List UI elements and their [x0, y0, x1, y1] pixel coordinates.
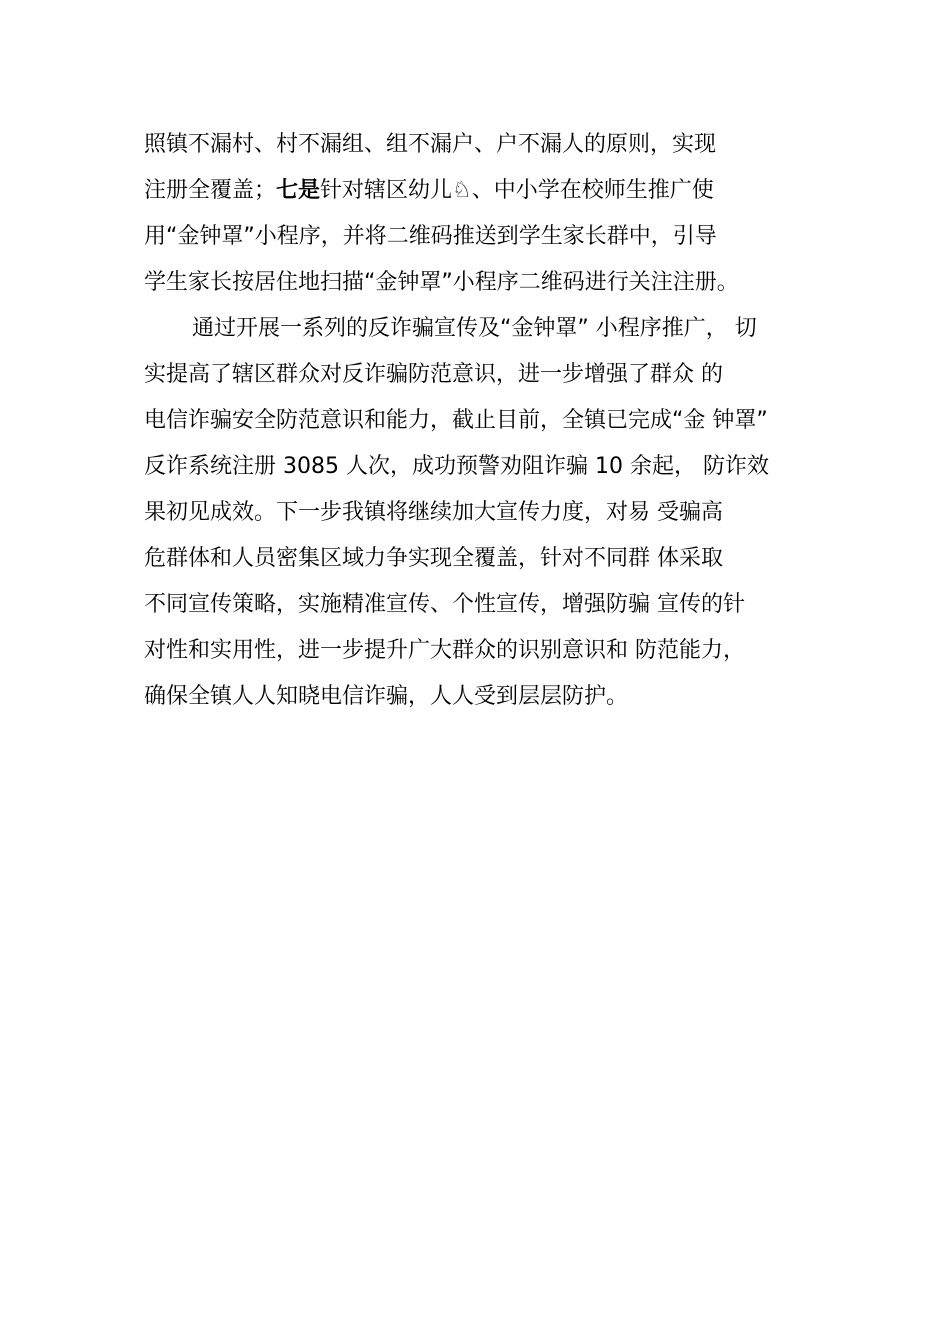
paragraph-line: 用“金钟罩”小程序，并将二维码推送到学生家长群中，引导 — [144, 224, 717, 249]
document-body — [144, 122, 844, 720]
paragraph-2 — [144, 306, 844, 720]
line-text: 针对辖区幼儿♘、中小学在校师生推广使 — [320, 178, 714, 203]
paragraph-line: 确保全镇人人知晓电信诈骗，人人受到层层防护。 — [144, 684, 629, 709]
paragraph-line — [144, 168, 844, 214]
paragraph-line: 电信诈骗安全防范意识和能力，截止目前，全镇已完成“金 钟罩” — [144, 408, 768, 433]
paragraph-line: 反诈系统注册 3085 人次，成功预警劝阻诈骗 10 余起， 防诈效 — [144, 454, 769, 479]
paragraph-line: 照镇不漏村、村不漏组、组不漏户、户不漏人的原则，实现 — [144, 132, 717, 157]
paragraph-line: 不同宣传策略，实施精准宣传、个性宣传，增强防骗 宣传的针 — [144, 592, 745, 617]
paragraph-line: 果初见成效。下一步我镇将继续加大宣传力度，对易 受骗高 — [144, 500, 723, 525]
paragraph-line: 实提高了辖区群众对反诈骗防范意识，进一步增强了群众 的 — [144, 362, 723, 387]
paragraph-line: 对性和实用性，进一步提升广大群众的识别意识和 防范能力， — [144, 638, 745, 663]
line-text: 注册全覆盖； — [144, 178, 277, 203]
bold-emphasis: 七是 — [276, 178, 321, 203]
paragraph-line: 危群体和人员密集区域力争实现全覆盖，针对不同群 体采取 — [144, 546, 723, 571]
paragraph-line: 通过开展一系列的反诈骗宣传及“金钟罩” 小程序推广， 切 — [192, 316, 757, 341]
paragraph-1 — [144, 122, 844, 306]
paragraph-line: 学生家长按居住地扫描“金钟罩”小程序二维码进行关注注册。 — [144, 270, 739, 295]
